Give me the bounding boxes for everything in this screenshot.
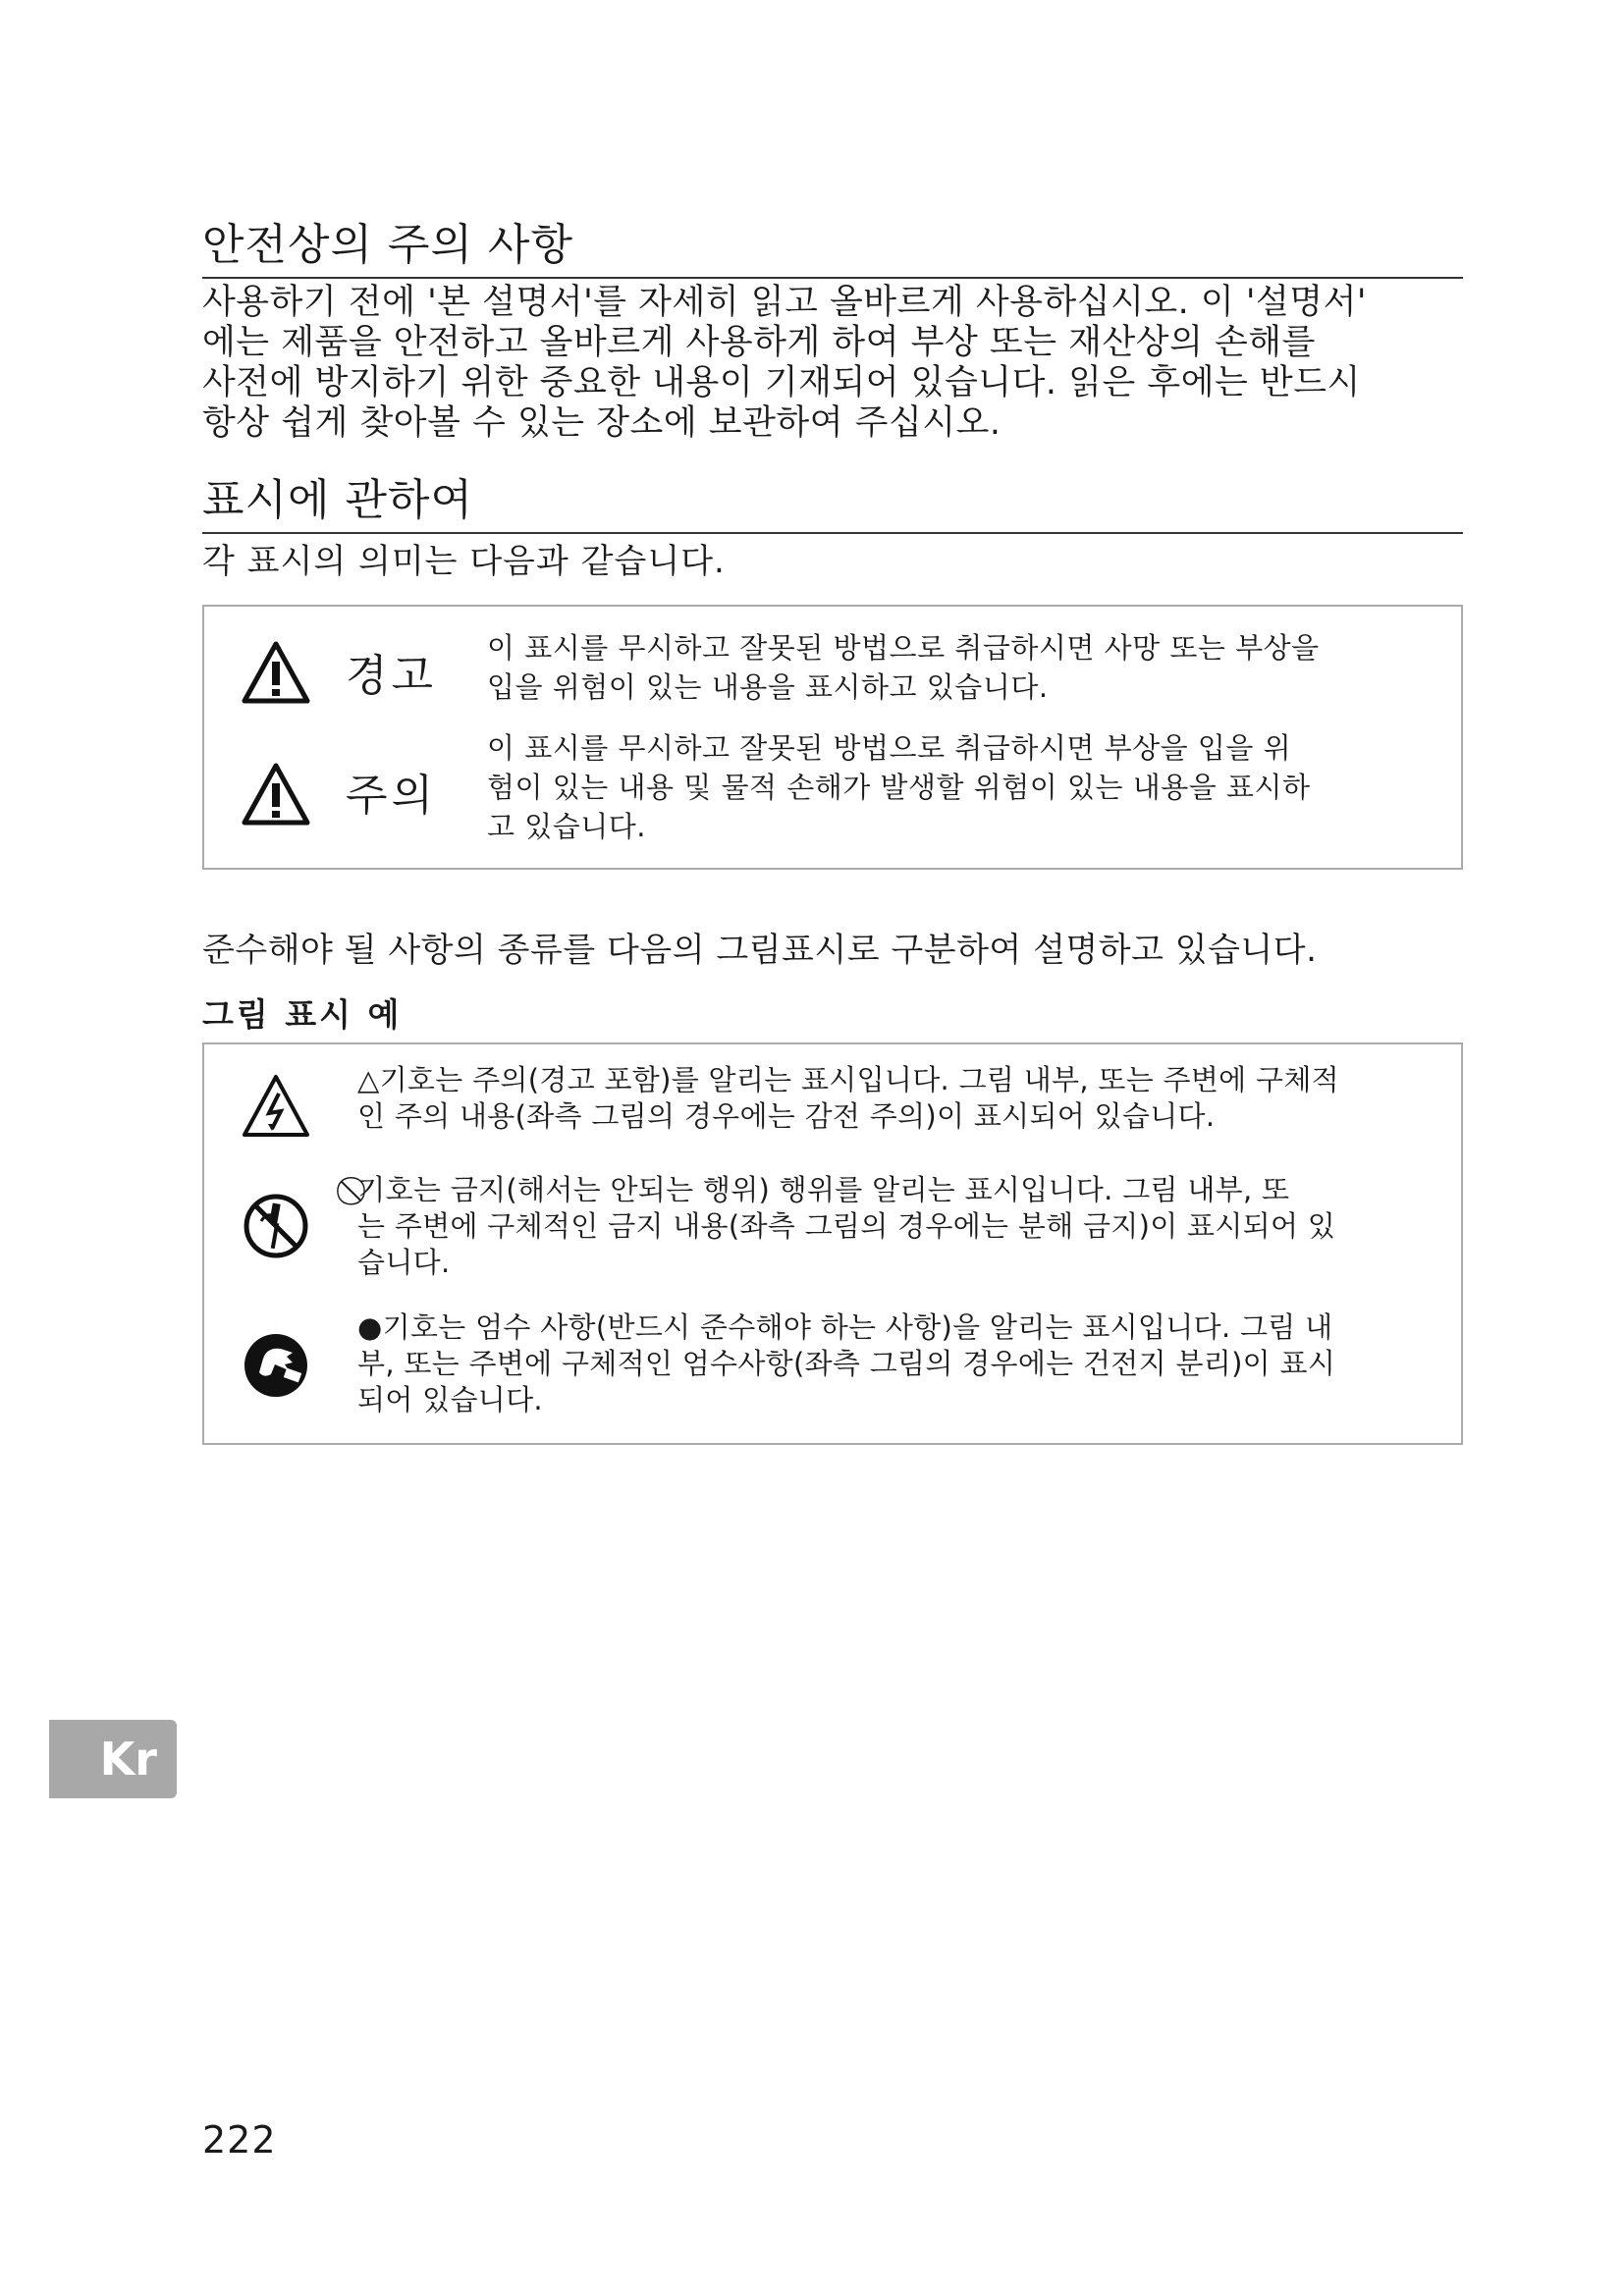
categorize-text: 준수해야 될 사항의 종류를 다음의 그림표시로 구분하여 설명하고 있습니다. (202, 931, 1318, 970)
legend-desc-warning (487, 628, 1402, 707)
symbols-section-title: 표시에 관하여 (202, 473, 1463, 534)
page-content (202, 218, 1463, 1445)
legend-row-warning (204, 628, 1461, 736)
symbol-examples-box (202, 1042, 1463, 1445)
example-heading: 그림 표시 예 (202, 995, 403, 1034)
safety-line: 사용하기 전에 '본 설명서'를 자세히 읽고 올바르게 사용하십시오. 이 '설명서' (202, 283, 1368, 322)
example-desc-mandatory (357, 1309, 1426, 1418)
symbols-intro: 각 표시의 의미는 다음과 같습니다. (202, 542, 726, 581)
safety-section-title: 안전상의 주의 사항 (202, 218, 1463, 279)
example-desc-line: △기호는 주의(경고 포함)를 알리는 표시입니다. 그림 내부, 또는 주변에 구체적 (357, 1063, 1339, 1096)
safety-paragraph (202, 283, 1463, 444)
example-desc-line: 되어 있습니다. (357, 1383, 543, 1416)
legend-word-warning: 경고 (346, 651, 438, 701)
language-tab: Kr (49, 1720, 177, 1798)
legend-desc-line: 입을 위험이 있는 내용을 표시하고 있습니다. (487, 670, 1049, 704)
legend-desc-line: 이 표시를 무시하고 잘못된 방법으로 취급하시면 부상을 입을 위 (487, 731, 1292, 765)
legend-word-caution: 주의 (346, 771, 438, 821)
legend-desc-line: 고 있습니다. (487, 810, 647, 843)
example-desc-line: 부, 또는 주변에 구체적인 엄수사항(좌측 그림의 경우에는 건전지 분리)이 표시 (357, 1347, 1336, 1380)
warning-legend-box (202, 605, 1463, 870)
legend-desc-line: 험이 있는 내용 및 물적 손해가 발생할 위험이 있는 내용을 표시하 (487, 771, 1311, 804)
example-desc-prohibited (357, 1172, 1426, 1281)
no-disassembly-icon (242, 1192, 310, 1260)
legend-desc-caution (487, 728, 1402, 846)
warning-triangle-icon (242, 762, 310, 827)
example-desc-line: ●기호는 엄수 사항(반드시 준수해야 하는 사항)을 알리는 표시입니다. 그림 내 (357, 1310, 1333, 1344)
safety-line: 항상 쉽게 찾아볼 수 있는 장소에 보관하여 주십시오. (202, 403, 1001, 443)
safety-line: 사전에 방지하기 위한 중요한 내용이 기재되어 있습니다. 읽은 후에는 반드시 (202, 363, 1361, 402)
example-desc-line: ⃠기호는 금지(해서는 안되는 행위) 행위를 알리는 표시입니다. 그림 내부, 또 (357, 1173, 1290, 1206)
example-desc-line: 인 주의 내용(좌측 그림의 경우에는 감전 주의)이 표시되어 있습니다. (357, 1099, 1216, 1133)
example-desc-line: 습니다. (357, 1246, 451, 1279)
example-row-prohibited (204, 1172, 1461, 1290)
remove-battery-icon (242, 1331, 310, 1400)
legend-row-caution (204, 728, 1461, 856)
electric-shock-caution-icon (242, 1072, 310, 1141)
example-desc-caution (357, 1062, 1426, 1135)
safety-line: 에는 제품을 안전하고 올바르게 사용하게 하여 부상 또는 재산상의 손해를 (202, 323, 1316, 362)
warning-triangle-icon (242, 640, 310, 705)
page-number: 222 (202, 2118, 277, 2162)
example-row-mandatory (204, 1309, 1461, 1427)
legend-desc-line: 이 표시를 무시하고 잘못된 방법으로 취급하시면 사망 또는 부상을 (487, 631, 1320, 665)
example-desc-line: 는 주변에 구체적인 금지 내용(좌측 그림의 경우에는 분해 금지)이 표시되어 있 (357, 1209, 1336, 1243)
example-row-caution (204, 1062, 1461, 1160)
